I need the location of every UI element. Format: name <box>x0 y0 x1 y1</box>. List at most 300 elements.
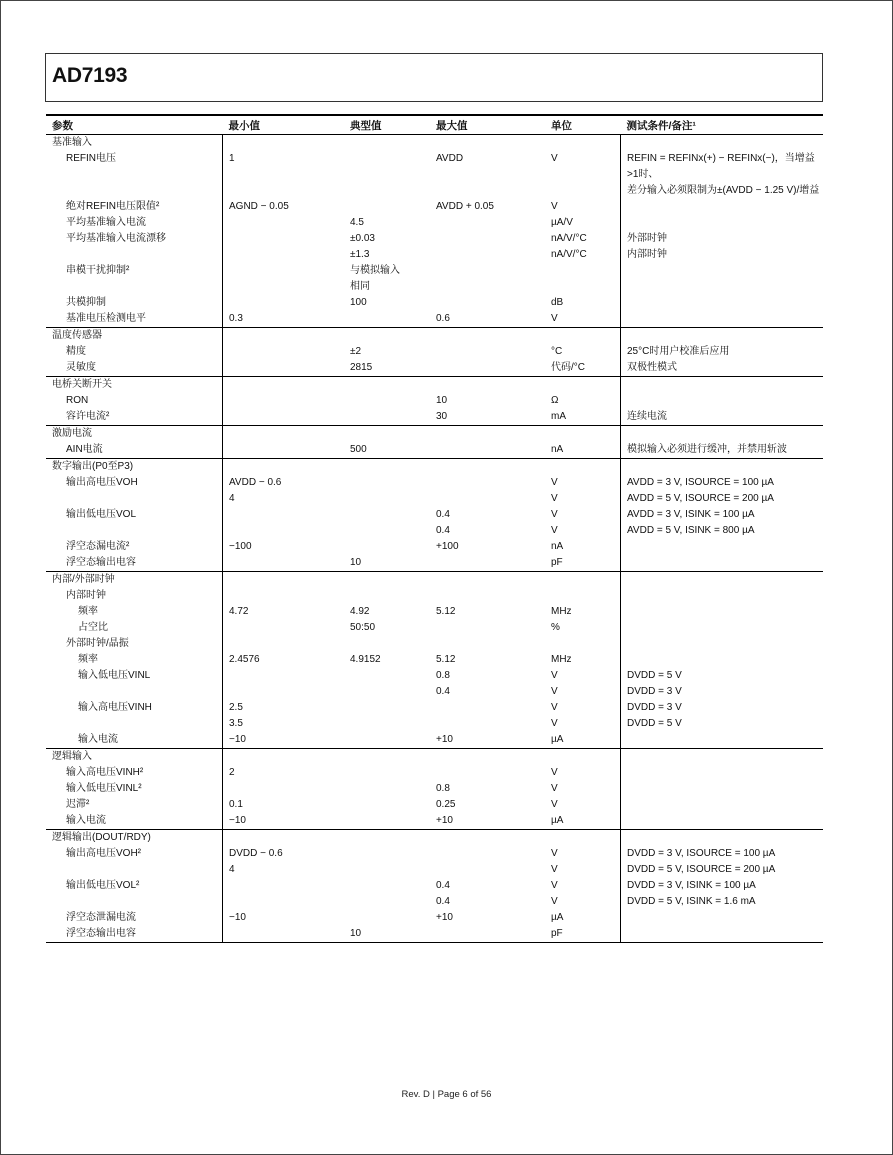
table-row <box>46 684 823 700</box>
conditions-cell <box>621 539 824 555</box>
unit-cell <box>545 135 621 152</box>
typ-value-cell: 500 <box>344 442 430 459</box>
table-row <box>46 442 823 459</box>
unit-cell: µA <box>545 910 621 926</box>
table-row <box>46 620 823 636</box>
max-value-cell <box>430 636 545 652</box>
typ-value-cell: 100 <box>350 297 367 308</box>
unit-cell: V <box>545 765 621 781</box>
min-value-cell: 4.72 <box>229 606 249 617</box>
column-header-min: 最小值 <box>223 115 345 135</box>
max-value-cell <box>430 295 545 311</box>
typ-value-cell <box>344 393 430 409</box>
parameter-cell: 频率 <box>46 604 223 620</box>
typ-value-cell <box>344 765 430 781</box>
typ-value-cell: ±1.3 <box>350 249 370 260</box>
conditions-cell <box>621 328 824 345</box>
unit-cell <box>545 588 621 604</box>
conditions-cell: 外部时钟 <box>627 233 667 244</box>
table-row <box>46 215 823 231</box>
min-value-cell: 2.5 <box>229 702 243 713</box>
min-value-cell: 0.3 <box>223 311 345 328</box>
max-value-cell <box>430 231 545 247</box>
unit-cell: V <box>545 475 621 491</box>
typ-value-cell <box>344 199 430 215</box>
min-value-cell: 2.4576 <box>229 654 260 665</box>
typ-value-cell <box>344 636 430 652</box>
min-value-cell: 4 <box>229 864 235 875</box>
table-row <box>46 295 823 311</box>
typ-value-cell <box>344 311 430 328</box>
parameter-cell: 容许电流² <box>46 409 223 426</box>
conditions-cell <box>621 830 824 847</box>
unit-cell: 代码/°C <box>545 360 621 377</box>
typ-value-cell: 50:50 <box>350 622 376 633</box>
conditions-cell <box>621 910 824 926</box>
unit-cell: V <box>545 700 621 716</box>
table-row <box>46 604 823 620</box>
unit-cell: V <box>545 797 621 813</box>
min-value-cell <box>223 247 345 263</box>
max-value-cell <box>430 700 545 716</box>
min-value-cell <box>223 684 345 700</box>
table-row <box>46 475 823 491</box>
conditions-cell <box>621 813 824 830</box>
column-header-conditions: 测试条件/备注¹ <box>621 115 824 135</box>
parameter-cell: 平均基准输入电流 <box>46 215 223 231</box>
parameter-cell: 共模抑制 <box>46 295 223 311</box>
conditions-cell: AVDD = 5 V, ISINK = 800 µA <box>627 525 755 536</box>
conditions-cell: 差分输入必须限制为±(AVDD − 1.25 V)/增益 <box>627 185 820 196</box>
max-value-cell <box>430 716 545 732</box>
table-row <box>46 507 823 523</box>
min-value-cell <box>223 215 345 231</box>
page-header <box>45 53 823 102</box>
table-body <box>46 135 823 943</box>
typ-value-cell: ±2 <box>350 346 362 357</box>
parameter-cell: REFIN电压 <box>46 151 223 183</box>
max-value-cell: AVDD <box>436 153 464 164</box>
parameter-cell <box>46 716 223 732</box>
conditions-cell <box>621 765 824 781</box>
conditions-cell <box>621 636 824 652</box>
unit-cell: V <box>545 684 621 700</box>
parameter-cell: AIN电流 <box>46 442 223 459</box>
min-value-cell <box>223 183 345 199</box>
table-row <box>46 393 823 409</box>
parameter-cell: RON <box>46 393 223 409</box>
min-value-cell <box>223 377 345 394</box>
max-value-cell <box>430 765 545 781</box>
max-value-cell <box>430 247 545 263</box>
parameter-cell: 数字输出(P0至P3) <box>46 459 223 476</box>
typ-value-cell <box>344 409 430 426</box>
table-row <box>46 328 823 345</box>
table-row <box>46 279 823 295</box>
table-row <box>46 151 823 183</box>
typ-value-cell <box>344 328 430 345</box>
max-value-cell: 30 <box>430 409 545 426</box>
min-value-cell <box>223 393 345 409</box>
unit-cell <box>545 749 621 766</box>
parameter-cell <box>46 279 223 295</box>
table-row <box>46 830 823 847</box>
typ-value-cell: 10 <box>344 555 430 572</box>
conditions-cell <box>621 215 824 231</box>
min-value-cell <box>223 279 345 295</box>
table-row <box>46 231 823 247</box>
min-value-cell <box>223 555 345 572</box>
unit-cell <box>545 426 621 443</box>
table-row <box>46 360 823 377</box>
typ-value-cell <box>344 491 430 507</box>
typ-value-cell <box>344 539 430 555</box>
typ-value-cell <box>344 377 430 394</box>
table-row <box>46 813 823 830</box>
typ-value-cell: ±0.03 <box>350 233 375 244</box>
typ-value-cell <box>344 846 430 862</box>
max-value-cell: AVDD + 0.05 <box>436 201 494 212</box>
typ-value-cell <box>344 459 430 476</box>
unit-cell: V <box>545 668 621 684</box>
table-row <box>46 878 823 894</box>
min-value-cell: AGND − 0.05 <box>229 201 289 212</box>
parameter-cell: 内部/外部时钟 <box>46 572 223 589</box>
min-value-cell <box>223 507 345 523</box>
typ-value-cell <box>344 572 430 589</box>
typ-value-cell <box>344 684 430 700</box>
parameter-cell: 输入低电压VINL² <box>46 781 223 797</box>
typ-value-cell <box>344 668 430 684</box>
parameter-cell: 输出高电压VOH <box>46 475 223 491</box>
typ-value-cell <box>344 894 430 910</box>
max-value-cell: +10 <box>430 813 545 830</box>
max-value-cell <box>430 749 545 766</box>
min-value-cell <box>223 409 345 426</box>
parameter-cell <box>46 894 223 910</box>
table-row <box>46 491 823 507</box>
max-value-cell: 0.4 <box>436 880 450 891</box>
typ-value-cell <box>344 797 430 813</box>
table-row <box>46 409 823 426</box>
min-value-cell: −10 <box>223 732 345 749</box>
table-row <box>46 926 823 943</box>
typ-value-cell: 相同 <box>350 281 370 292</box>
max-value-cell <box>430 555 545 572</box>
min-value-cell <box>223 459 345 476</box>
parameter-cell: 绝对REFIN电压限值² <box>46 199 223 215</box>
unit-cell: V <box>545 878 621 894</box>
unit-cell <box>545 572 621 589</box>
parameter-cell: 输入高电压VINH <box>46 700 223 716</box>
typ-value-cell <box>344 700 430 716</box>
min-value-cell <box>223 263 345 279</box>
parameter-cell: 外部时钟/晶振 <box>46 636 223 652</box>
parameter-cell: 输入低电压VINL <box>46 668 223 684</box>
min-value-cell <box>223 781 345 797</box>
conditions-cell: AVDD = 3 V, ISINK = 100 µA <box>627 509 755 520</box>
table-row <box>46 459 823 476</box>
typ-value-cell <box>344 475 430 491</box>
conditions-cell <box>621 459 824 476</box>
parameter-cell <box>46 862 223 878</box>
max-value-cell: 5.12 <box>436 606 456 617</box>
table-row <box>46 135 823 152</box>
unit-cell: V <box>545 862 621 878</box>
table-row <box>46 781 823 797</box>
min-value-cell <box>223 749 345 766</box>
parameter-cell: 浮空态输出电容 <box>46 926 223 943</box>
typ-value-cell <box>344 426 430 443</box>
document-title: AD7193 <box>52 64 128 87</box>
max-value-cell: 0.6 <box>430 311 545 328</box>
typ-value-cell <box>344 749 430 766</box>
table-row <box>46 700 823 716</box>
unit-cell <box>545 279 621 295</box>
min-value-cell <box>223 360 345 377</box>
conditions-cell <box>621 295 824 311</box>
column-header-parameter: 参数 <box>46 115 223 135</box>
parameter-cell: 输入电流 <box>46 813 223 830</box>
typ-value-cell: 10 <box>344 926 430 943</box>
unit-cell: µA <box>545 813 621 830</box>
max-value-cell <box>430 135 545 152</box>
parameter-cell: 内部时钟 <box>46 588 223 604</box>
min-value-cell <box>223 926 345 943</box>
parameter-cell: 基准电压检测电平 <box>46 311 223 328</box>
max-value-cell <box>430 263 545 279</box>
unit-cell <box>545 263 621 279</box>
conditions-cell: 内部时钟 <box>627 249 667 260</box>
max-value-cell: +100 <box>436 541 459 552</box>
max-value-cell <box>430 830 545 847</box>
unit-cell: µA/V <box>545 215 621 231</box>
min-value-cell <box>223 830 345 847</box>
unit-cell: dB <box>545 295 621 311</box>
conditions-cell <box>621 781 824 797</box>
table-row <box>46 846 823 862</box>
typ-value-cell <box>344 878 430 894</box>
parameter-cell: 浮空态漏电流² <box>46 539 223 555</box>
unit-cell: V <box>545 199 621 215</box>
table-row <box>46 862 823 878</box>
conditions-cell <box>621 426 824 443</box>
min-value-cell <box>223 620 345 636</box>
table-row <box>46 539 823 555</box>
min-value-cell: −100 <box>229 541 252 552</box>
unit-cell: mA <box>545 409 621 426</box>
min-value-cell: AVDD − 0.6 <box>229 477 282 488</box>
min-value-cell: DVDD − 0.6 <box>229 848 283 859</box>
typ-value-cell <box>344 716 430 732</box>
parameter-cell: 浮空态泄漏电流 <box>46 910 223 926</box>
min-value-cell <box>223 878 345 894</box>
table-header-row <box>46 115 823 135</box>
parameter-cell: 迟滞² <box>46 797 223 813</box>
typ-value-cell: 与模拟输入 <box>350 265 400 276</box>
parameter-cell <box>46 523 223 539</box>
min-value-cell <box>223 426 345 443</box>
unit-cell <box>545 459 621 476</box>
min-value-cell: 0.1 <box>229 799 243 810</box>
typ-value-cell: 4.9152 <box>350 654 381 665</box>
table-row <box>46 894 823 910</box>
typ-value-cell <box>344 507 430 523</box>
unit-cell: V <box>545 523 621 539</box>
typ-value-cell <box>344 183 430 199</box>
table-row <box>46 311 823 328</box>
unit-cell: Ω <box>545 393 621 409</box>
parameter-cell: 基准输入 <box>46 135 223 152</box>
max-value-cell: 0.4 <box>436 525 450 536</box>
max-value-cell <box>430 279 545 295</box>
typ-value-cell <box>344 588 430 604</box>
min-value-cell <box>223 894 345 910</box>
conditions-cell: AVDD = 5 V, ISOURCE = 200 µA <box>627 493 774 504</box>
parameter-cell <box>46 684 223 700</box>
table-row <box>46 523 823 539</box>
unit-cell: V <box>545 781 621 797</box>
conditions-cell: DVDD = 5 V, ISINK = 1.6 mA <box>627 896 756 907</box>
table-row <box>46 247 823 263</box>
table-row <box>46 652 823 668</box>
unit-cell: V <box>545 491 621 507</box>
min-value-cell <box>223 588 345 604</box>
max-value-cell <box>430 475 545 491</box>
unit-cell: MHz <box>545 604 621 620</box>
max-value-cell: +10 <box>430 732 545 749</box>
conditions-cell <box>621 604 824 620</box>
table-row <box>46 199 823 215</box>
conditions-cell: 25°C时用户校准后应用 <box>627 346 730 357</box>
table-row <box>46 749 823 766</box>
unit-cell: nA/V/°C <box>545 231 621 247</box>
min-value-cell <box>223 668 345 684</box>
unit-cell <box>545 636 621 652</box>
table-row <box>46 377 823 394</box>
conditions-cell: DVDD = 5 V <box>627 670 682 681</box>
unit-cell: % <box>545 620 621 636</box>
table-row <box>46 636 823 652</box>
parameter-cell <box>46 183 223 199</box>
typ-value-cell <box>344 523 430 539</box>
max-value-cell <box>430 215 545 231</box>
max-value-cell: 0.8 <box>436 783 450 794</box>
table-row <box>46 263 823 279</box>
typ-value-cell <box>344 813 430 830</box>
table-row <box>46 555 823 572</box>
table-row <box>46 732 823 749</box>
table-row <box>46 183 823 199</box>
min-value-cell <box>223 523 345 539</box>
parameter-cell: 逻辑输出(DOUT/RDY) <box>46 830 223 847</box>
typ-value-cell <box>344 135 430 152</box>
max-value-cell <box>430 926 545 943</box>
max-value-cell: +10 <box>436 912 453 923</box>
conditions-cell: DVDD = 3 V, ISINK = 100 µA <box>627 880 756 891</box>
conditions-cell <box>621 311 824 328</box>
table-row <box>46 765 823 781</box>
parameter-cell: 频率 <box>46 652 223 668</box>
parameter-cell <box>46 491 223 507</box>
parameter-cell: 串模干扰抑制² <box>46 263 223 279</box>
max-value-cell <box>430 459 545 476</box>
unit-cell: V <box>545 507 621 523</box>
min-value-cell <box>223 572 345 589</box>
parameter-cell: 输出低电压VOL <box>46 507 223 523</box>
min-value-cell <box>223 328 345 345</box>
table-row <box>46 344 823 360</box>
max-value-cell: 5.12 <box>436 654 456 665</box>
conditions-cell <box>621 652 824 668</box>
parameter-cell: 灵敏度 <box>46 360 223 377</box>
unit-cell: V <box>545 846 621 862</box>
conditions-cell: REFIN = REFINx(+) − REFINx(−)，当增益>1时、 <box>627 153 815 180</box>
parameter-cell: 激励电流 <box>46 426 223 443</box>
table-row <box>46 572 823 589</box>
unit-cell: nA/V/°C <box>545 247 621 263</box>
parameter-cell: 电桥关断开关 <box>46 377 223 394</box>
min-value-cell: 1 <box>229 153 235 164</box>
unit-cell <box>545 830 621 847</box>
table-row <box>46 797 823 813</box>
max-value-cell <box>430 620 545 636</box>
max-value-cell: 0.4 <box>436 896 450 907</box>
unit-cell <box>545 377 621 394</box>
conditions-cell: DVDD = 5 V, ISOURCE = 200 µA <box>627 864 776 875</box>
max-value-cell: 0.4 <box>436 686 450 697</box>
max-value-cell <box>430 588 545 604</box>
specifications-table <box>46 114 823 943</box>
unit-cell: nA <box>545 442 621 459</box>
parameter-cell: 输出低电压VOL² <box>46 878 223 894</box>
max-value-cell: 0.4 <box>436 509 450 520</box>
conditions-cell: DVDD = 3 V <box>627 702 682 713</box>
conditions-cell <box>621 263 824 279</box>
table-row <box>46 426 823 443</box>
min-value-cell <box>223 442 345 459</box>
min-value-cell <box>223 636 345 652</box>
conditions-cell: DVDD = 3 V, ISOURCE = 100 µA <box>627 848 776 859</box>
max-value-cell <box>430 426 545 443</box>
unit-cell: pF <box>545 926 621 943</box>
conditions-cell <box>621 135 824 152</box>
conditions-cell: 模拟输入必须进行缓冲，并禁用斩波 <box>621 442 824 459</box>
min-value-cell <box>223 135 345 152</box>
unit-cell <box>545 328 621 345</box>
conditions-cell <box>621 926 824 943</box>
unit-cell: nA <box>545 539 621 555</box>
conditions-cell <box>621 797 824 813</box>
conditions-cell: DVDD = 5 V <box>627 718 682 729</box>
conditions-cell: 连续电流 <box>621 409 824 426</box>
max-value-cell: 0.8 <box>436 670 450 681</box>
min-value-cell: 4 <box>229 493 235 504</box>
max-value-cell <box>430 344 545 360</box>
max-value-cell: 0.25 <box>436 799 456 810</box>
conditions-cell <box>621 393 824 409</box>
parameter-cell: 平均基准输入电流漂移 <box>46 231 223 247</box>
conditions-cell <box>621 588 824 604</box>
unit-cell: µA <box>545 732 621 749</box>
conditions-cell <box>621 620 824 636</box>
typ-value-cell <box>344 781 430 797</box>
table-row <box>46 588 823 604</box>
parameter-cell: 占空比 <box>46 620 223 636</box>
max-value-cell <box>430 846 545 862</box>
unit-cell: V <box>545 151 621 183</box>
typ-value-cell: 4.5 <box>350 217 364 228</box>
